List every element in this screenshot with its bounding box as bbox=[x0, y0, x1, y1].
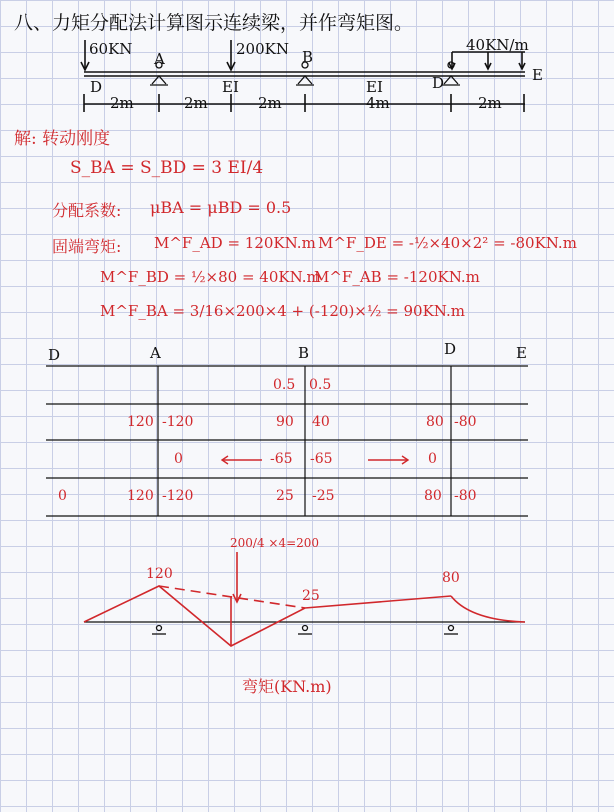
table-header-a: A bbox=[150, 344, 161, 362]
distributed-bd: -65 bbox=[310, 451, 333, 467]
carry-ab: 0 bbox=[174, 451, 183, 467]
fem-ab: M^F_AB = -120KN.m bbox=[314, 268, 480, 286]
ei-label-1: EI bbox=[222, 78, 239, 96]
final-ba: 25 bbox=[276, 488, 294, 504]
problem-title: 八、力矩分配法计算图示连续梁，并作弯矩图。 bbox=[14, 12, 414, 34]
dist-label: 分配系数: bbox=[52, 201, 122, 220]
node-b: B bbox=[302, 48, 314, 66]
load-60: 60KN bbox=[89, 40, 133, 58]
carry-db: 0 bbox=[428, 451, 437, 467]
final-ab: -120 bbox=[162, 488, 194, 504]
fem-row-de: -80 bbox=[454, 414, 477, 430]
fem-ba: M^F_BA = 3/16×200×4 + (-120)×½ = 90KN.m bbox=[100, 302, 465, 320]
span-5: 2m bbox=[478, 94, 502, 112]
table-header-d1: D bbox=[48, 346, 61, 364]
fem-row-db: 80 bbox=[426, 414, 444, 430]
span-1: 2m bbox=[110, 94, 134, 112]
table-header-d2: D bbox=[444, 340, 457, 358]
load-q: 40KN/m bbox=[466, 36, 529, 54]
fem-row-ba: 90 bbox=[276, 414, 294, 430]
diagram-label-200: 200/4 ×4=200 bbox=[230, 536, 320, 550]
distributed-ba: -65 bbox=[270, 451, 293, 467]
stiffness-line: S_BA = S_BD = 3 EI/4 bbox=[70, 158, 264, 178]
fem-row-bd: 40 bbox=[312, 414, 330, 430]
node-d1: D bbox=[90, 78, 103, 96]
final-db: 80 bbox=[424, 488, 442, 504]
dist-value: μBA = μBD = 0.5 bbox=[150, 198, 292, 217]
span-4: 4m bbox=[366, 94, 390, 112]
fem-row-ab: -120 bbox=[162, 414, 194, 430]
load-200: 200KN bbox=[236, 40, 289, 58]
node-a: A bbox=[154, 50, 165, 68]
dist-bd: 0.5 bbox=[309, 377, 332, 393]
dist-ba: 0.5 bbox=[273, 377, 296, 393]
node-d2: D bbox=[432, 74, 445, 92]
final-ad: 120 bbox=[127, 488, 154, 504]
fem-label: 固端弯矩: bbox=[52, 237, 122, 256]
fem-de: M^F_DE = -½×40×2² = -80KN.m bbox=[318, 234, 577, 252]
diagram-caption: 弯矩(KN.m) bbox=[242, 677, 332, 696]
fem-row-ad: 120 bbox=[127, 414, 154, 430]
node-e: E bbox=[532, 66, 543, 84]
diagram-label-80: 80 bbox=[442, 570, 460, 586]
diagram-label-120: 120 bbox=[146, 566, 173, 582]
span-3: 2m bbox=[258, 94, 282, 112]
solution-heading: 解: 转动刚度 bbox=[14, 129, 111, 149]
final-bd: -25 bbox=[312, 488, 335, 504]
fem-bd: M^F_BD = ½×80 = 40KN.m bbox=[100, 268, 321, 286]
final-d: 0 bbox=[58, 488, 67, 504]
fem-ad: M^F_AD = 120KN.m bbox=[154, 234, 316, 252]
table-header-b: B bbox=[298, 344, 310, 362]
ei-label-2: EI bbox=[366, 78, 383, 96]
table-header-e: E bbox=[516, 344, 527, 362]
final-de: -80 bbox=[454, 488, 477, 504]
span-2: 2m bbox=[184, 94, 208, 112]
diagram-label-25: 25 bbox=[302, 588, 320, 604]
